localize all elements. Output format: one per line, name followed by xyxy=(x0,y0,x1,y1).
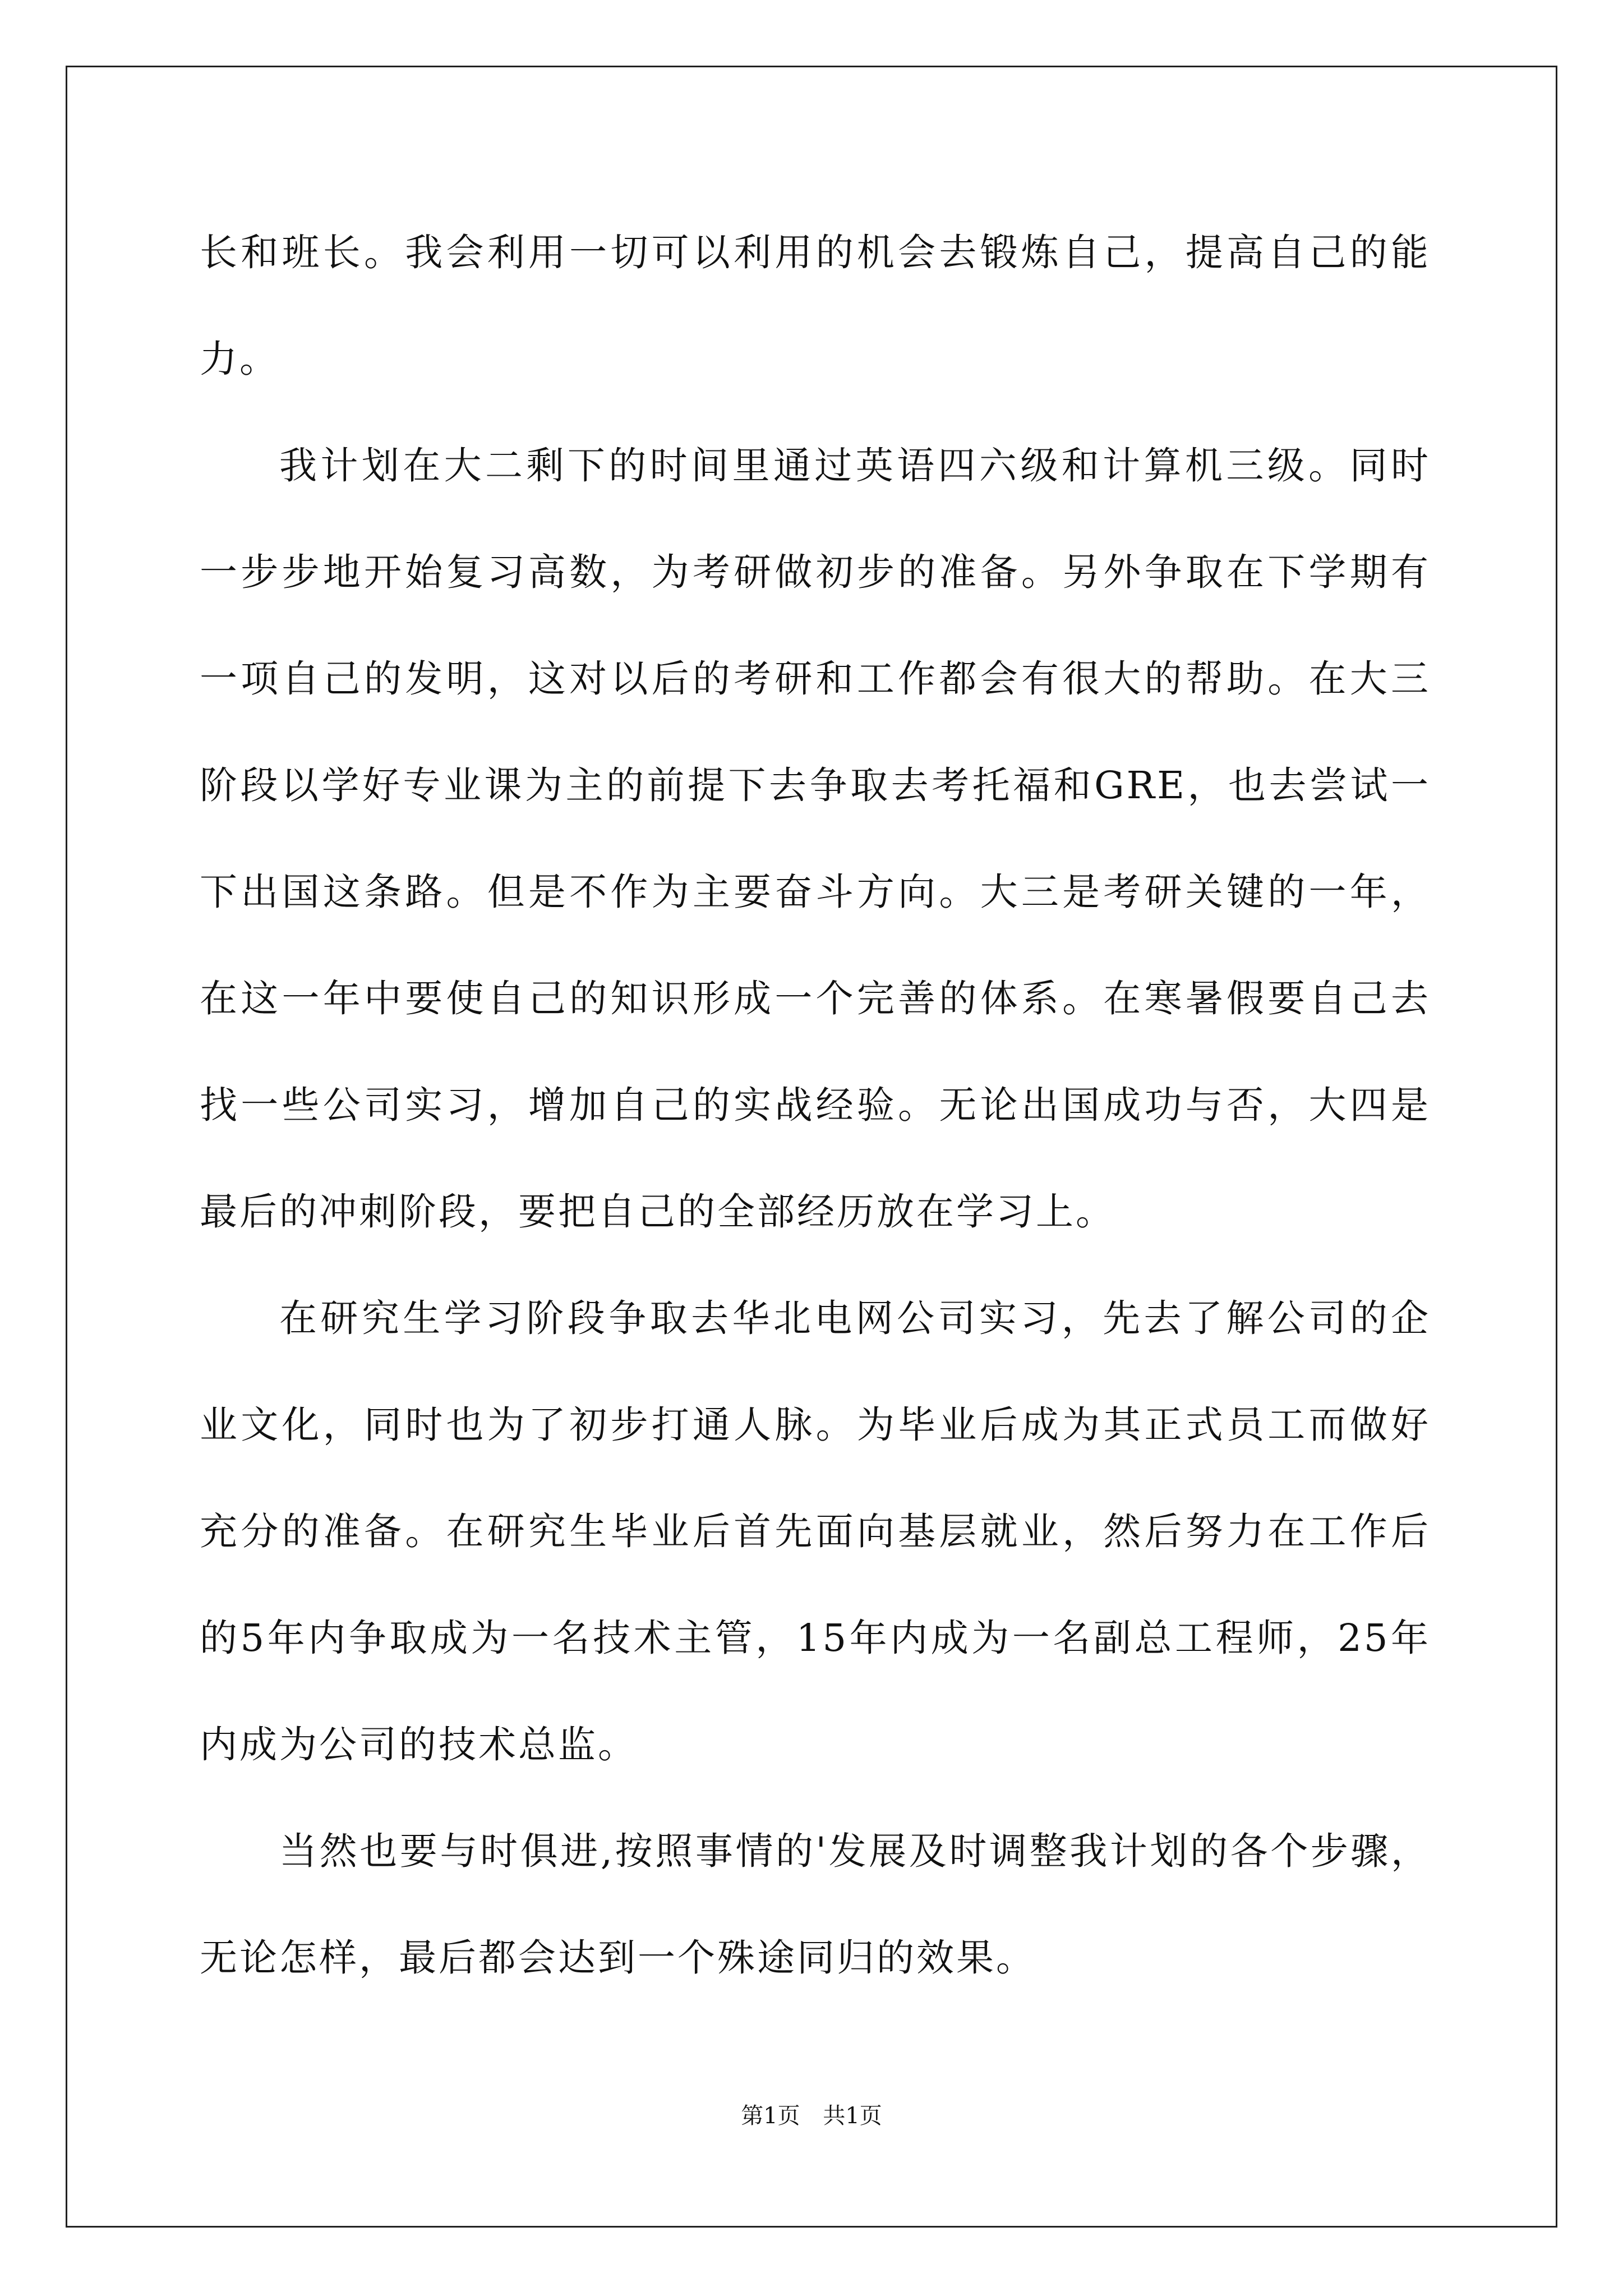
paragraph-3: 在研究生学习阶段争取去华北电网公司实习，先去了解公司的企业文化，同时也为了初步打通人脉。为毕业后成为其正式员工而做好充分的准备。在研究生毕业后首先面向基层就业，然后努力在工作后的5年内争取成为一名技术主管，15年内成为一名副总工程师，25年内成为公司的技术总监。 xyxy=(200,1296,1431,1766)
document-body xyxy=(200,199,1431,2011)
paragraph-4: 当然也要与时俱进,按照事情的'发展及时调整我计划的各个步骤，无论怎样，最后都会达到一个殊途同归的效果。 xyxy=(200,1829,1431,1980)
page-total: 共1页 xyxy=(823,2103,882,2129)
paragraph-1: 长和班长。我会利用一切可以利用的机会去锻炼自己，提高自己的能力。 xyxy=(200,231,1431,381)
page-footer xyxy=(0,2098,1623,2130)
paragraph-2: 我计划在大二剩下的时间里通过英语四六级和计算机三级。同时一步步地开始复习高数，为考研做初步的准备。另外争取在下学期有一项自己的发明，这对以后的考研和工作都会有很大的帮助。在大三阶段以学好专业课为主的前提下去争取去考托福和GRE，也去尝试一下出国这条路。但是不作为主要奋斗方向。大三是考研关键的一年，在这一年中要使自己的知识形成一个完善的体系。在寒暑假要自己去找一些公司实习，增加自己的实战经验。无论出国成功与否，大四是最后的冲刺阶段，要把自己的全部经历放在学习上。 xyxy=(200,444,1431,1234)
page-number: 第1页 xyxy=(741,2103,800,2129)
